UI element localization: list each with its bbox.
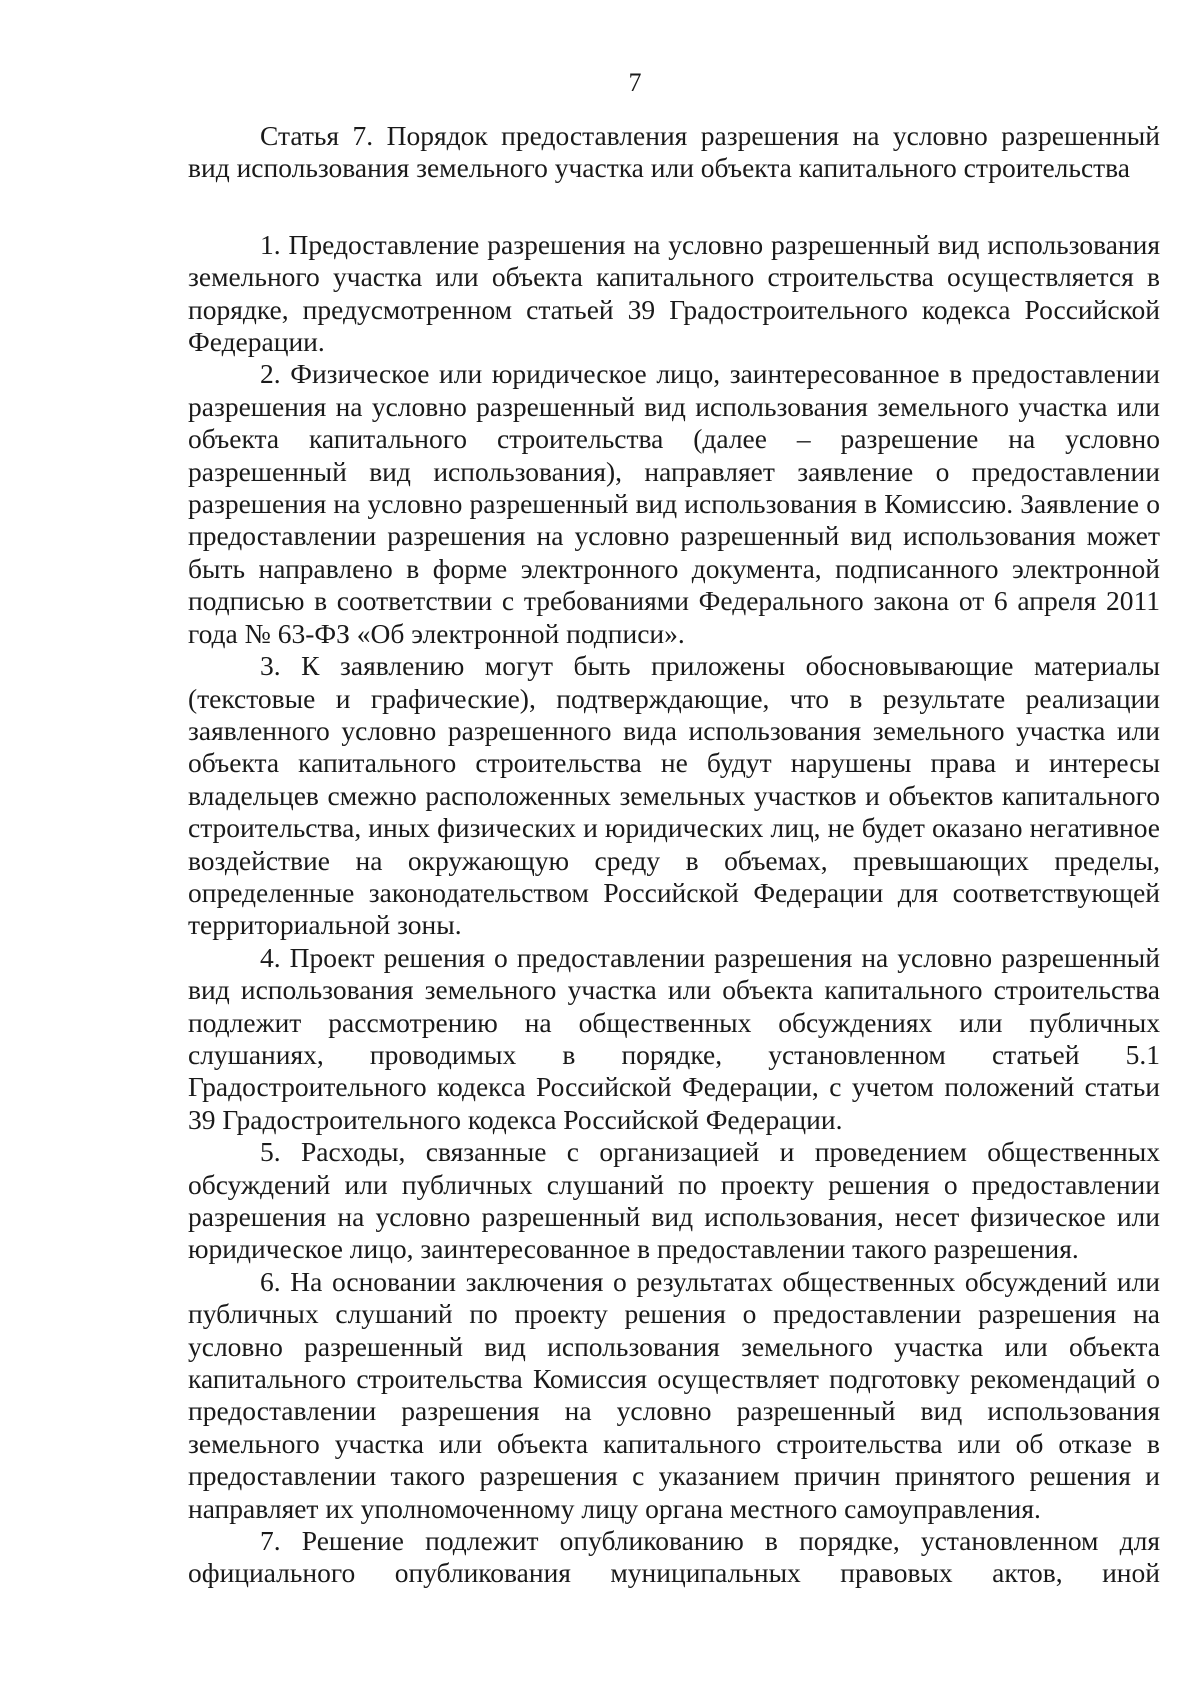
- paragraph-6: 6. На основании заключения о результатах общественных обсуждений или публичных слушаний по проекту решения о предоставлении разрешения на условно разрешенный вид использования земельного участка или объекта капитального строительства Комиссия осуществляет подготовку рекомендаций о предоставлении разрешения на условно разрешенный вид использования земельного участка или объекта капитального строительства или об отказе в предоставлении такого разрешения с указанием причин принятого решения и направляет их уполномоченному лицу органа местного самоуправления.: [188, 1265, 1160, 1524]
- paragraph-2: 2. Физическое или юридическое лицо, заинтересованное в предоставлении разрешения на условно разрешенный вид использования земельного участка или объекта капитального строительства (далее – разрешение на условно разрешенный вид использования), направляет заявление о предоставлении разрешения на условно разрешенный вид использования в Комиссию. Заявление о предоставлении разрешения на условно разрешенный вид использования может быть направлено в форме электронного документа, подписанного электронной подписью в соответствии с требованиями Федерального закона от 6 апреля 2011 года № 63-ФЗ «Об электронной подписи».: [188, 358, 1160, 649]
- paragraph-5: 5. Расходы, связанные с организацией и проведением общественных обсуждений или публичных слушаний по проекту решения о предоставлении разрешения на условно разрешенный вид использования, несет физическое или юридическое лицо, заинтересованное в предоставлении такого разрешения.: [188, 1136, 1160, 1265]
- paragraph-7: 7. Решение подлежит опубликованию в порядке, установленном для официального опубликования муниципальных правовых актов, иной: [188, 1525, 1160, 1589]
- paragraph-4: 4. Проект решения о предоставлении разрешения на условно разрешенный вид использования земельного участка или объекта капитального строительства подлежит рассмотрению на общественных обсуждениях или публичных слушаниях, проводимых в порядке, установленном статьей 5.1 Градостроительного кодекса Российской Федерации, с учетом положений статьи 39 Градостроительного кодекса Российской Федерации.: [188, 941, 1160, 1135]
- document-body: [188, 120, 1160, 1590]
- article-title: Статья 7. Порядок предоставления разрешения на условно разрешенный вид использования земельного участка или объекта капитального строительства: [188, 120, 1160, 184]
- paragraph-1: 1. Предоставление разрешения на условно разрешенный вид использования земельного участка или объекта капитального строительства осуществляется в порядке, предусмотренном статьей 39 Градостроительного кодекса Российской Федерации.: [188, 228, 1160, 358]
- paragraph-3: 3. К заявлению могут быть приложены обосновывающие материалы (текстовые и графические), подтверждающие, что в результате реализации заявленного условно разрешенного вида использования земельного участка или объекта капитального строительства не будут нарушены права и интересы владельцев смежно расположенных земельных участков и объектов капитального строительства, иных физических и юридических лиц, не будет оказано негативное воздействие на окружающую среду в объемах, превышающих пределы, определенные законодательством Российской Федерации для соответствующей территориальной зоны.: [188, 650, 1160, 941]
- page-number: 7: [628, 68, 642, 97]
